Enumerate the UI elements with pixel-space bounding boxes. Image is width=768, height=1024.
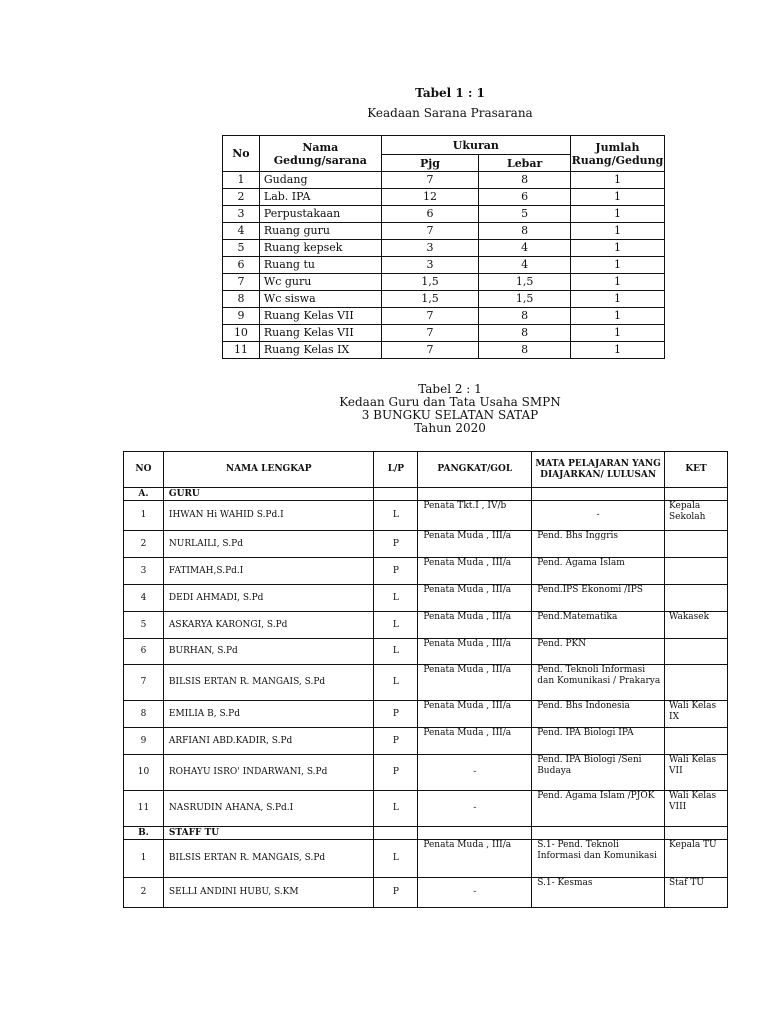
cell-no: 11 <box>124 791 164 827</box>
table-row <box>124 612 728 639</box>
cell-nama: Gudang <box>259 172 381 189</box>
cell-pjg: 7 <box>381 223 479 240</box>
cell-lp: L <box>374 612 418 639</box>
table-row <box>124 791 728 827</box>
cell-nama: ASKARYA KARONGI, S.Pd <box>163 612 374 639</box>
cell-lebar: 4 <box>479 240 571 257</box>
table-row <box>223 189 665 206</box>
cell-mapel: Pend. Bhs Inggris <box>532 531 665 558</box>
cell-nama: Ruang Kelas VII <box>259 308 381 325</box>
cell-nama: IHWAN Hi WAHID S.Pd.I <box>163 501 374 531</box>
cell-lp: L <box>374 791 418 827</box>
section-row <box>124 488 728 501</box>
cell-pjg: 7 <box>381 172 479 189</box>
cell-lebar: 5 <box>479 206 571 223</box>
cell-no: 8 <box>124 701 164 728</box>
cell-pjg: 7 <box>381 308 479 325</box>
cell-nama: Ruang guru <box>259 223 381 240</box>
table2-subtitle-2: 3 BUNGKU SELATAN SATAP <box>361 408 539 422</box>
cell-nama: Ruang tu <box>259 257 381 274</box>
table-row <box>223 206 665 223</box>
cell-lp: L <box>374 840 418 878</box>
cell-no: 11 <box>223 342 260 359</box>
cell-no: 5 <box>124 612 164 639</box>
cell-pangkat: Penata Muda , III/a <box>418 612 532 639</box>
cell-jumlah: 1 <box>570 291 664 308</box>
cell-ket: Wali Kelas VII <box>665 755 728 791</box>
cell-no: 10 <box>124 755 164 791</box>
cell-mapel: Pend.IPS Ekonomi /IPS <box>532 585 665 612</box>
cell-jumlah: 1 <box>570 223 664 240</box>
cell-nama: BILSIS ERTAN R. MANGAIS, S.Pd <box>163 840 374 878</box>
cell-no: 5 <box>223 240 260 257</box>
cell-ket: Wali Kelas VIII <box>665 791 728 827</box>
cell-pangkat: - <box>418 755 532 791</box>
table-row <box>223 223 665 240</box>
cell-pangkat: Penata Muda , III/a <box>418 639 532 665</box>
cell-mapel: Pend. PKN <box>532 639 665 665</box>
cell-pangkat: Penata Muda , III/a <box>418 665 532 701</box>
cell-no: 2 <box>124 878 164 908</box>
header-no: No <box>223 136 260 172</box>
cell-jumlah: 1 <box>570 206 664 223</box>
cell-mapel: S.1- Pend. Teknoli Informasi dan Komunikasi <box>532 840 665 878</box>
cell-pangkat: Penata Muda , III/a <box>418 531 532 558</box>
header-pjg: Pjg <box>381 155 479 172</box>
cell-nama: Ruang Kelas IX <box>259 342 381 359</box>
cell-pjg: 1,5 <box>381 291 479 308</box>
header-no: NO <box>124 452 164 488</box>
cell-nama: FATIMAH,S.Pd.I <box>163 558 374 585</box>
header-lebar: Lebar <box>479 155 571 172</box>
cell-lebar: 4 <box>479 257 571 274</box>
cell-mapel: - <box>532 501 665 531</box>
header-lp: L/P <box>374 452 418 488</box>
cell-nama: Perpustakaan <box>259 206 381 223</box>
cell-lp: P <box>374 728 418 755</box>
table-row <box>124 755 728 791</box>
table-row <box>124 558 728 585</box>
cell-lp: P <box>374 531 418 558</box>
cell-lp: L <box>374 665 418 701</box>
cell-nama: NURLAILI, S.Pd <box>163 531 374 558</box>
cell-mapel: Pend. Bhs Indonesia <box>532 701 665 728</box>
cell-lp: P <box>374 878 418 908</box>
cell-mapel: Pend. IPA Biologi /Seni Budaya <box>532 755 665 791</box>
cell-nama: Ruang kepsek <box>259 240 381 257</box>
cell-no: 2 <box>223 189 260 206</box>
table-row <box>124 878 728 908</box>
table-row <box>223 257 665 274</box>
cell-pjg: 6 <box>381 206 479 223</box>
cell-ket <box>665 585 728 612</box>
header-mata-pelajaran: MATA PELAJARAN YANG DIAJARKAN/ LULUSAN <box>532 452 665 488</box>
cell-nama: Lab. IPA <box>259 189 381 206</box>
table-row <box>124 840 728 878</box>
cell-nama: DEDI AHMADI, S.Pd <box>163 585 374 612</box>
cell-pangkat: Penata Muda , III/a <box>418 728 532 755</box>
cell-lp: L <box>374 585 418 612</box>
cell-jumlah: 1 <box>570 240 664 257</box>
cell-no: 6 <box>124 639 164 665</box>
table-row <box>223 274 665 291</box>
table-row <box>223 342 665 359</box>
cell-jumlah: 1 <box>570 172 664 189</box>
cell-no: 3 <box>223 206 260 223</box>
cell-nama: Wc guru <box>259 274 381 291</box>
cell-nama: Ruang Kelas VII <box>259 325 381 342</box>
cell-lebar: 6 <box>479 189 571 206</box>
table-row <box>124 665 728 701</box>
cell-pangkat: - <box>418 878 532 908</box>
table-guru-tu <box>123 451 728 908</box>
cell-no: 4 <box>124 585 164 612</box>
cell-no: 7 <box>223 274 260 291</box>
cell-jumlah: 1 <box>570 257 664 274</box>
cell-no: 2 <box>124 531 164 558</box>
table-row <box>223 308 665 325</box>
cell-no: 7 <box>124 665 164 701</box>
cell-ket: Kepala Sekolah <box>665 501 728 531</box>
header-nama-gedung: Nama Gedung/sarana <box>259 136 381 172</box>
cell-jumlah: 1 <box>570 308 664 325</box>
cell-mapel: Pend.Matematika <box>532 612 665 639</box>
cell-jumlah: 1 <box>570 342 664 359</box>
cell-ket <box>665 558 728 585</box>
cell-ket: Wali Kelas IX <box>665 701 728 728</box>
cell-nama: ROHAYU ISRO' INDARWANI, S.Pd <box>163 755 374 791</box>
cell-no: 1 <box>124 840 164 878</box>
cell-lp: P <box>374 701 418 728</box>
cell-ket: Kepala TU <box>665 840 728 878</box>
section-code: A. <box>124 488 164 501</box>
table-row <box>223 291 665 308</box>
cell-no: 1 <box>223 172 260 189</box>
cell-pangkat: Penata Muda , III/a <box>418 840 532 878</box>
cell-lebar: 8 <box>479 172 571 189</box>
cell-no: 9 <box>223 308 260 325</box>
cell-lebar: 1,5 <box>479 274 571 291</box>
cell-mapel: Pend. Teknoli Informasi dan Komunikasi / Prakarya <box>532 665 665 701</box>
cell-ket: Staf TU <box>665 878 728 908</box>
cell-no: 10 <box>223 325 260 342</box>
cell-lebar: 8 <box>479 308 571 325</box>
cell-mapel: Pend. Agama Islam /PJOK <box>532 791 665 827</box>
cell-ket <box>665 531 728 558</box>
header-pangkat: PANGKAT/GOL <box>418 452 532 488</box>
cell-no: 8 <box>223 291 260 308</box>
cell-pjg: 1,5 <box>381 274 479 291</box>
cell-nama: EMILIA B, S.Pd <box>163 701 374 728</box>
table-sarana-prasarana <box>222 135 665 359</box>
table-row <box>124 501 728 531</box>
table-row <box>223 172 665 189</box>
cell-nama: BILSIS ERTAN R. MANGAIS, S.Pd <box>163 665 374 701</box>
cell-nama: NASRUDIN AHANA, S.Pd.I <box>163 791 374 827</box>
cell-no: 1 <box>124 501 164 531</box>
table-row <box>124 531 728 558</box>
cell-ket: Wakasek <box>665 612 728 639</box>
cell-ket <box>665 639 728 665</box>
cell-jumlah: 1 <box>570 189 664 206</box>
cell-no: 6 <box>223 257 260 274</box>
header-ket: KET <box>665 452 728 488</box>
cell-mapel: S.1- Kesmas <box>532 878 665 908</box>
table-row <box>124 701 728 728</box>
cell-nama: ARFIANI ABD.KADIR, S.Pd <box>163 728 374 755</box>
cell-pangkat: Penata Muda , III/a <box>418 558 532 585</box>
cell-pangkat: Penata Muda , III/a <box>418 701 532 728</box>
cell-lp: L <box>374 501 418 531</box>
cell-pjg: 7 <box>381 325 479 342</box>
cell-lebar: 8 <box>479 223 571 240</box>
cell-ket <box>665 728 728 755</box>
table-row <box>124 728 728 755</box>
cell-nama: Wc siswa <box>259 291 381 308</box>
cell-pangkat: Penata Muda , III/a <box>418 585 532 612</box>
table-row <box>223 240 665 257</box>
cell-lebar: 8 <box>479 342 571 359</box>
cell-lebar: 1,5 <box>479 291 571 308</box>
section-label: STAFF TU <box>163 827 374 840</box>
table-row <box>124 585 728 612</box>
cell-nama: BURHAN, S.Pd <box>163 639 374 665</box>
cell-no: 4 <box>223 223 260 240</box>
cell-pjg: 3 <box>381 240 479 257</box>
cell-nama: SELLI ANDINI HUBU, S.KM <box>163 878 374 908</box>
cell-lebar: 8 <box>479 325 571 342</box>
cell-pjg: 7 <box>381 342 479 359</box>
cell-lp: P <box>374 558 418 585</box>
cell-pangkat: Penata Tkt.I , IV/b <box>418 501 532 531</box>
cell-pjg: 12 <box>381 189 479 206</box>
section-label: GURU <box>163 488 374 501</box>
cell-mapel: Pend. IPA Biologi IPA <box>532 728 665 755</box>
header-jumlah: Jumlah Ruang/Gedung <box>570 136 664 172</box>
table2-subtitle-1: Kedaan Guru dan Tata Usaha SMPN <box>339 395 561 409</box>
header-ukuran: Ukuran <box>381 136 570 155</box>
table1-subtitle: Keadaan Sarana Prasarana <box>367 106 533 120</box>
cell-pjg: 3 <box>381 257 479 274</box>
cell-jumlah: 1 <box>570 325 664 342</box>
cell-ket <box>665 665 728 701</box>
table2-title: Tabel 2 : 1 <box>418 382 482 396</box>
table1-title: Tabel 1 : 1 <box>415 86 485 100</box>
cell-pangkat: - <box>418 791 532 827</box>
cell-no: 9 <box>124 728 164 755</box>
table2-subtitle-3: Tahun 2020 <box>414 421 486 435</box>
header-nama-lengkap: NAMA LENGKAP <box>163 452 374 488</box>
cell-jumlah: 1 <box>570 274 664 291</box>
cell-no: 3 <box>124 558 164 585</box>
table-row <box>124 639 728 665</box>
section-row <box>124 827 728 840</box>
cell-mapel: Pend. Agama Islam <box>532 558 665 585</box>
section-code: B. <box>124 827 164 840</box>
table-row <box>223 325 665 342</box>
cell-lp: L <box>374 639 418 665</box>
cell-lp: P <box>374 755 418 791</box>
